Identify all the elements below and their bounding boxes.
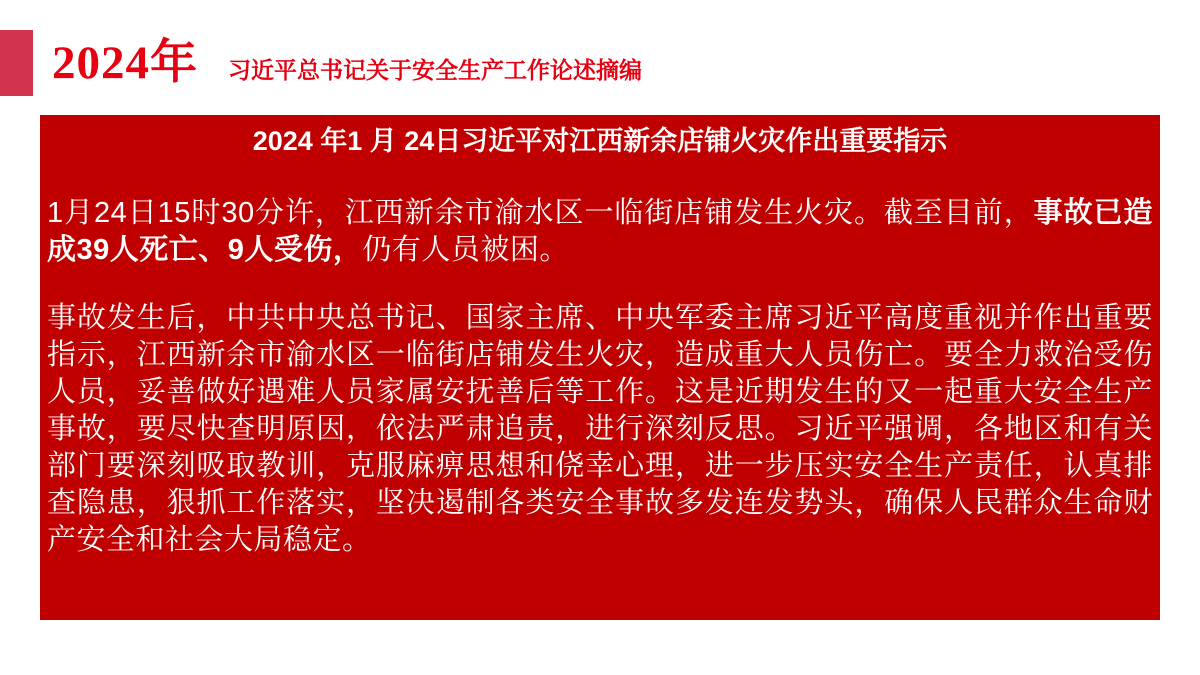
header-subtitle: 习近平总书记关于安全生产工作论述摘编 (228, 57, 642, 83)
year-number: 2024 (52, 37, 150, 89)
accent-square (0, 30, 33, 96)
paragraph-1-normal-end: 仍有人员被困。 (362, 234, 569, 266)
paragraph-1-normal-start: 1月24日15时30分许，江西新余市渝水区一临街店铺发生火灾。截至目前， (47, 197, 1034, 229)
paragraph-1 (47, 195, 1153, 269)
paragraph-2: 事故发生后，中共中央总书记、国家主席、中央军委主席习近平高度重视并作出重要指示，江西新余市渝水区一临街店铺发生火灾，造成重大人员伤亡。要全力救治受伤人员，妥善做好遇难人员家属安抚善后等工作。这是近期发生的又一起重大安全生产事故，要尽快查明原因，依法严肃追责，进行深刻反思。习近平强调，各地区和有关部门要深刻吸取教训，克服麻痹思想和侥幸心理，进一步压实安全生产责任，认真排查隐患，狠抓工作落实，坚决遏制各类安全事故多发连发势头，确保人民群众生命财产安全和社会大局稳定。 (47, 302, 1153, 556)
paragraph-1-bold-casualties: 事故已造成39人死亡、9人受伤， (47, 197, 1153, 266)
box-title: 2024 年1 月 24日习近平对江西新余店铺火灾作出重要指示 (252, 126, 948, 156)
year-label (52, 36, 197, 89)
content-box (40, 115, 1160, 620)
year-suffix: 年 (150, 35, 197, 88)
